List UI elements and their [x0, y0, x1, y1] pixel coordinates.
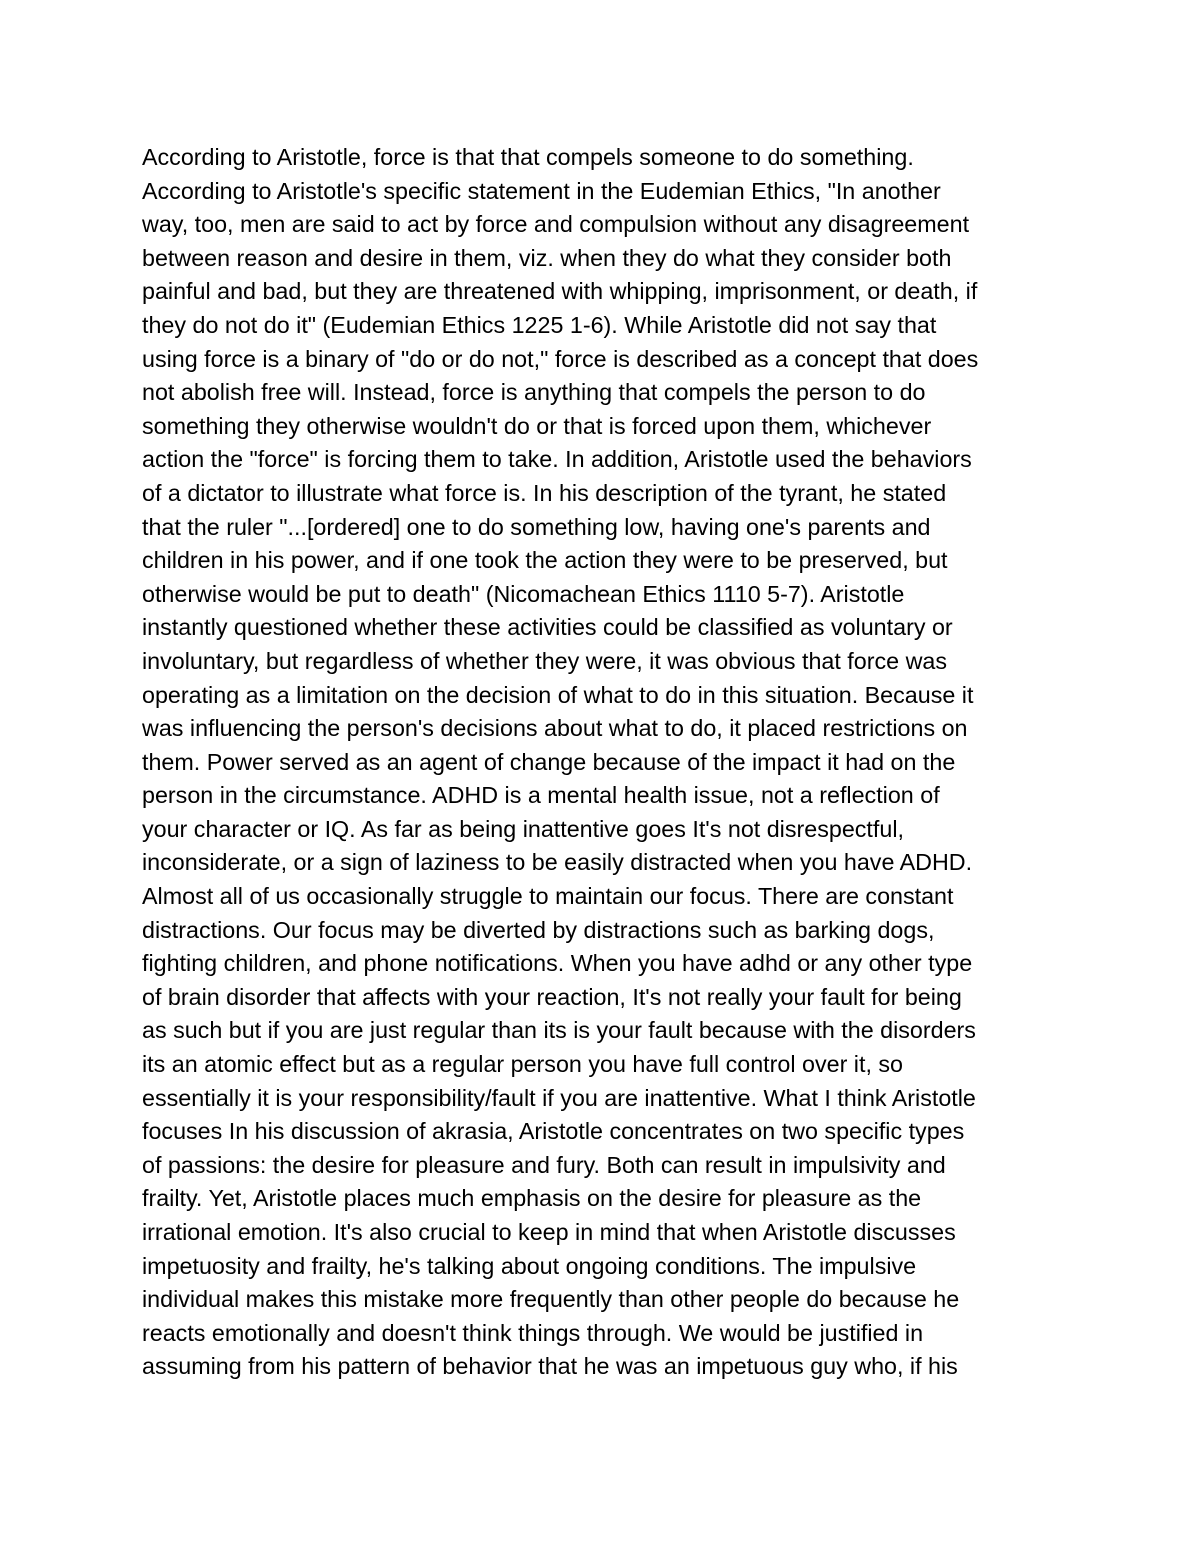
text-line: way, too, men are said to act by force and compulsion without any disagreement	[142, 211, 970, 238]
text-line: impetuosity and frailty, he's talking about ongoing conditions. The impulsive	[142, 1252, 917, 1279]
text-line: focuses In his discussion of akrasia, Aristotle concentrates on two specific types	[142, 1118, 965, 1145]
text-line: involuntary, but regardless of whether they were, it was obvious that force was	[142, 647, 948, 674]
text-line: action the "force" is forcing them to take. In addition, Aristotle used the behaviors	[142, 446, 972, 473]
text-line: distractions. Our focus may be diverted by distractions such as barking dogs,	[142, 916, 935, 943]
text-line: that the ruler "...[ordered] one to do something low, having one's parents and	[142, 513, 931, 540]
text-line: frailty. Yet, Aristotle places much emphasis on the desire for pleasure as the	[142, 1185, 922, 1212]
text-line: of passions: the desire for pleasure and fury. Both can result in impulsivity and	[142, 1151, 946, 1178]
text-line: person in the circumstance. ADHD is a mental health issue, not a reflection of	[142, 782, 940, 809]
text-line: using force is a binary of "do or do not," force is described as a concept that does	[142, 345, 979, 372]
text-line: individual makes this mistake more frequently than other people do because he	[142, 1286, 960, 1313]
text-line: irrational emotion. It's also crucial to keep in mind that when Aristotle discusses	[142, 1219, 956, 1245]
text-line: essentially it is your responsibility/fault if you are inattentive. What I think Aristotle	[142, 1084, 976, 1111]
text-line: its an atomic effect but as a regular person you have full control over it, so	[142, 1051, 904, 1078]
text-line: reacts emotionally and doesn't think things through. We would be justified in	[142, 1319, 924, 1346]
text-line: them. Power served as an agent of change because of the impact it had on the	[142, 748, 956, 775]
text-line: as such but if you are just regular than its is your fault because with the disorders	[142, 1017, 976, 1044]
text-line: According to Aristotle's specific statement in the Eudemian Ethics, "In another	[142, 177, 941, 204]
text-line: painful and bad, but they are threatened with whipping, imprisonment, or death, if	[142, 278, 978, 305]
text-line: something they otherwise wouldn't do or that is forced upon them, whichever	[142, 412, 932, 439]
text-line: instantly questioned whether these activities could be classified as voluntary or	[142, 614, 953, 641]
text-line: assuming from his pattern of behavior that he was an impetuous guy who, if his	[142, 1353, 958, 1380]
text-line: According to Aristotle, force is that that compels someone to do something.	[142, 144, 914, 170]
text-line: was influencing the person's decisions about what to do, it placed restrictions on	[142, 715, 968, 742]
text-line: not abolish free will. Instead, force is anything that compels the person to do	[142, 379, 926, 406]
text-line: of a dictator to illustrate what force is. In his description of the tyrant, he stated	[142, 479, 947, 506]
text-line: inconsiderate, or a sign of laziness to be easily distracted when you have ADHD.	[142, 849, 973, 876]
text-line: children in his power, and if one took the action they were to be preserved, but	[142, 547, 948, 574]
text-line: Almost all of us occasionally struggle to maintain our focus. There are constant	[142, 883, 954, 910]
text-line: they do not do it" (Eudemian Ethics 1225 1-6). While Aristotle did not say that	[142, 311, 937, 338]
text-line: otherwise would be put to death" (Nicomachean Ethics 1110 5-7). Aristotle	[142, 580, 905, 607]
text-line: your character or IQ. As far as being inattentive goes It's not disrespectful,	[142, 815, 904, 842]
text-line: between reason and desire in them, viz. when they do what they consider both	[142, 244, 952, 271]
text-line: of brain disorder that affects with your reaction, It's not really your fault for being	[142, 983, 962, 1010]
text-line: fighting children, and phone notifications. When you have adhd or any other type	[142, 950, 973, 977]
text-line: operating as a limitation on the decision of what to do in this situation. Because it	[142, 681, 974, 708]
body-paragraph	[142, 141, 1072, 1384]
